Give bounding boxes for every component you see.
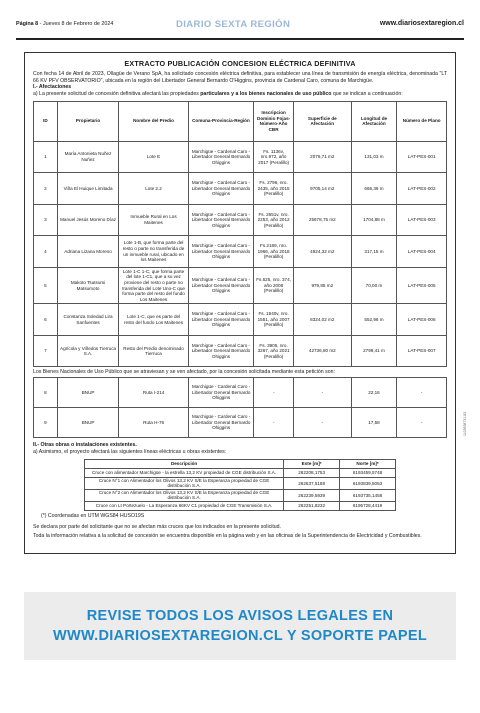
cell-length: 17,58 (351, 407, 397, 437)
cell-property: Ruta H-76 (119, 407, 188, 437)
cell-length: 1704,88 m (351, 204, 397, 236)
newspaper-name: DIARIO SEXTA REGIÓN (176, 19, 291, 30)
declaration-text: Se declara por parte del solicitante que no se afectan más cruces que los indicados en la presente solicitud. (33, 523, 281, 530)
cell-property: Lote 1-C, que es parte del resto del fundo Los Maitenes (119, 304, 188, 336)
properties-table (33, 101, 447, 368)
cell-location: Marchigüe - Cardenal Caro - Libertador General Bernardo Ohiggins (188, 304, 253, 336)
cell-surface: 25678,75 m2 (294, 204, 352, 236)
cell-id: 7 (34, 335, 58, 367)
cell-location: Marchigüe - Cardenal Caro - Libertador General Bernardo Ohiggins (188, 236, 253, 268)
masthead-divider (16, 38, 464, 40)
cell-description: Cruce N°2 con Alimentador los Olivos 13,2 KV S/E la Esperanza propiedad de CGE distribución S.A. (85, 489, 284, 501)
cell-inscription: Fs. 1940v, nro. 1551, año 2007 (Peralillo) (254, 304, 294, 336)
cell-owner: BNUP (57, 377, 119, 407)
legal-notices-banner (24, 592, 456, 660)
header-owner: Propietario (57, 101, 119, 141)
legal-notice (24, 52, 456, 554)
section-other-works: II.- Otras obras o instalaciones existentes. (33, 441, 137, 448)
table-row (34, 267, 447, 304)
page-label: Página 8 (16, 21, 39, 27)
issue-date: - Jueves 8 de Febrero de 2024 (38, 21, 114, 27)
table-row (34, 335, 447, 367)
cell-plan: LAT-PES-005 (397, 267, 447, 304)
cell-description: Cruce N°1 con Alimentador los Olivos 13,2 KV S/E la Esperanza propiedad de CGE distribución S.A. (85, 478, 284, 490)
masthead (16, 18, 464, 34)
table-row (34, 377, 447, 407)
cell-surface: 979,85 m2 (294, 267, 352, 304)
information-text: Toda la información relativa a la solicitud de concesión se encuentra disponible en la página web y en las oficinas de la Superintendencia de Electricidad y Combustibles. (33, 533, 422, 540)
cell-east: 262251,8232 (284, 501, 340, 511)
cell-surface: 2076,71 m2 (294, 141, 352, 173)
table-row (85, 478, 396, 490)
cell-id: 3 (34, 204, 58, 236)
cell-length: 552,96 m (351, 304, 397, 336)
cell-plan: LAT-PES-002 (397, 173, 447, 205)
table-row (34, 204, 447, 236)
cell-plan: - (397, 377, 447, 407)
cell-plan: LAT-PES-004 (397, 236, 447, 268)
cell-location: Marchigüe - Cardenal Caro - Libertador General Bernardo Ohiggins (188, 377, 254, 407)
cell-inscription: Fs. 2796, nro. 2435, año 2015 (Peralillo) (254, 173, 294, 205)
cell-property: Inmueble Rural en Los Maitenes (119, 204, 188, 236)
side-reference-code: 1103938731-82 (463, 411, 467, 436)
header-plan: Número de Plano (397, 101, 447, 141)
table-row (85, 468, 396, 478)
cell-inscription: Fs.2189, nro. 1966, año 2018 (Peralillo) (254, 236, 294, 268)
header-length: Longitud de Afectación (351, 101, 397, 141)
cell-owner: María Antonieta Nuñez Nuñez (57, 141, 119, 173)
cell-property: Lote E (119, 141, 188, 173)
section-afectaciones-text (33, 91, 447, 98)
cell-plan: LAT-PES-006 (397, 304, 447, 336)
coordinates-note: (*) Coordenadas en UTM WGS84 HUSO19S (41, 513, 145, 520)
cell-surface: 42736,80 m2 (294, 335, 352, 367)
cell-east: 262637,5188 (284, 478, 340, 490)
website-url: www.diariosextaregion.cl (379, 20, 464, 27)
table-row (34, 173, 447, 205)
cell-inscription: - (254, 377, 294, 407)
bnup-intro: Los Bienes Nacionales de Uso Público que se atraviesan y se ven afectado, por la concesión solicitada mediante esta petición son: (33, 369, 335, 376)
header-surface: Superficie de Afectación (294, 101, 352, 141)
section-text-bold: particulares y a los bienes nacionales de uso público (200, 91, 332, 98)
cell-length: 317,15 m (351, 236, 397, 268)
cell-length: 70,00 m (351, 267, 397, 304)
section-afectaciones: I.- Afectaciones (33, 84, 72, 91)
cell-inscription: Fs. 3905, nro. 3267, año 2021 (Peralillo) (254, 335, 294, 367)
cell-plan: LAT-PES-001 (397, 141, 447, 173)
cell-description: Cruce con Lt Portezuelo - La Esperanza 66KV C1 propiedad de CGE Transmisión S.A. (85, 501, 284, 511)
table-row (34, 304, 447, 336)
cell-north: 6193735,1458 (340, 489, 396, 501)
cell-surface: - (294, 377, 352, 407)
section-text-pre: a) La presente solicitud de concesión definitiva afectará las propiedades (33, 91, 201, 98)
cell-length: 666,36 m (351, 173, 397, 205)
cell-north: 6195728,4419 (340, 501, 396, 511)
header-property: Nombre del Predio (119, 101, 188, 141)
header-location: Comuna-Provincia-Región (188, 101, 253, 141)
cell-location: Marchigüe - Cardenal Caro - Libertador General Bernardo Ohiggins (188, 204, 253, 236)
cell-id: 5 (34, 267, 58, 304)
cell-id: 6 (34, 304, 58, 336)
banner-line-1: REVISE TODOS LOS AVISOS LEGALES EN (86, 608, 394, 624)
crossings-table-header (85, 459, 396, 468)
cell-inscription: Fs. 1136v, nro.972, año 2017 (Peralillo) (254, 141, 294, 173)
cell-north: 6193839,5053 (340, 478, 396, 490)
table-row (85, 501, 396, 511)
section-other-works-text: a) Asimismo, el proyecto afectará las siguientes líneas eléctricas u obras existentes: (33, 448, 227, 455)
cell-north: 6193459,5748 (340, 468, 396, 478)
cell-property: Ruta I-214 (119, 377, 188, 407)
cell-location: Marchigüe - Cardenal Caro - Libertador General Bernardo Ohiggins (188, 173, 253, 205)
cell-property: Resto del Predio denominado Tierruca (119, 335, 188, 367)
header-north: Norte [m]* (340, 459, 396, 468)
cell-surface: 9705,14 m2 (294, 173, 352, 205)
section-text-post: que se indican a continuación: (331, 91, 403, 98)
cell-owner: Constanza Soledad Lira Sanfuentes (57, 304, 119, 336)
cell-location: Marchigüe - Cardenal Caro - Libertador General Bernardo Ohiggins (188, 141, 253, 173)
cell-length: 22,16 (351, 377, 397, 407)
properties-table-header (34, 101, 447, 141)
cell-id: 2 (34, 173, 58, 205)
cell-owner: Manuel Jesús Moreno Díaz (57, 204, 119, 236)
cell-east: 262239,5939 (284, 489, 340, 501)
cell-owner: BNUP (57, 407, 119, 437)
cell-inscription: - (254, 407, 294, 437)
table-row (34, 141, 447, 173)
cell-description: Cruce con alimentador Marchigüe - la estrella 13,2 KV propiedad de CGE distribución S.A. (85, 468, 284, 478)
table-row (34, 407, 447, 437)
cell-property: Lote 1-B, que forma parte del resto o parte no transferida de un inmueble rural, ubicado en los Maitenes (119, 236, 188, 268)
table-row (34, 236, 447, 268)
page-date-line (16, 21, 113, 27)
cell-id: 1 (34, 141, 58, 173)
cell-id: 4 (34, 236, 58, 268)
cell-location: Marchigüe - Cardenal Caro - Libertador General Bernardo Ohiggins (188, 335, 253, 367)
cell-length: 131,03 m (351, 141, 397, 173)
cell-id: 9 (34, 407, 58, 437)
cell-surface: 8324,02 m2 (294, 304, 352, 336)
header-description: Descripción (85, 459, 284, 468)
notice-intro: Con fecha 14 de Abril de 2023, Ollagüe de Verano SpA, ha solicitado concesión eléctrica definitiva, para establecer una línea de transmisión de energía eléctrica, denominada "LT 66 KV PFV OBSERVATORIO", ubicada en la región del Libertador General Bernardo O'Higgins, provincia de Cardenal Caro, comuna de Marchigüe. (33, 71, 447, 84)
cell-owner: Makoto Tsutsumi Matsumoto (57, 267, 119, 304)
notice-title: EXTRACTO PUBLICACIÓN CONCESION ELÉCTRICA DEFINITIVA (124, 59, 356, 68)
cell-plan: - (397, 407, 447, 437)
header-id: ID (34, 101, 58, 141)
header-inscription: Inscripcion Dominio Fojas-Número-Año CBR (254, 101, 294, 141)
cell-inscription: Fs.625, nro. 374, año 2008 (Peralillo) (254, 267, 294, 304)
cell-plan: LAT-PES-003 (397, 204, 447, 236)
cell-owner: Agrícola y Viñedos Tierruca S.A. (57, 335, 119, 367)
cell-inscription: Fs. 2651v, nro. 2253, año 2012 (Peralillo) (254, 204, 294, 236)
cell-length: 2799,41 m (351, 335, 397, 367)
cell-id: 8 (34, 377, 58, 407)
header-east: Este [m]* (284, 459, 340, 468)
cell-property: Lote 1-C 1-C, que forma parte del lote 1-C1, que a su vez proviene del resto o parte no transferida del Lote Uno-C que forma parte del resto del fundo Los Maitenes (119, 267, 188, 304)
crossings-table (84, 459, 396, 512)
table-row (85, 489, 396, 501)
bnup-table (33, 377, 447, 438)
cell-owner: Viña El Huique Limitada (57, 173, 119, 205)
cell-east: 262208,1753 (284, 468, 340, 478)
cell-surface: 4924,32 m2 (294, 236, 352, 268)
cell-location: Marchigüe - Cardenal Caro - Libertador General Bernardo Ohiggins (188, 407, 254, 437)
cell-owner: Adriana Lizana Moreno (57, 236, 119, 268)
banner-line-2: WWW.DIARIOSEXTAREGION.CL Y SOPORTE PAPEL (53, 628, 427, 644)
cell-surface: - (294, 407, 352, 437)
cell-plan: LAT-PES-007 (397, 335, 447, 367)
cell-property: Lote 2.2 (119, 173, 188, 205)
cell-location: Marchigüe - Cardenal Caro - Libertador General Bernardo Ohiggins (188, 267, 253, 304)
